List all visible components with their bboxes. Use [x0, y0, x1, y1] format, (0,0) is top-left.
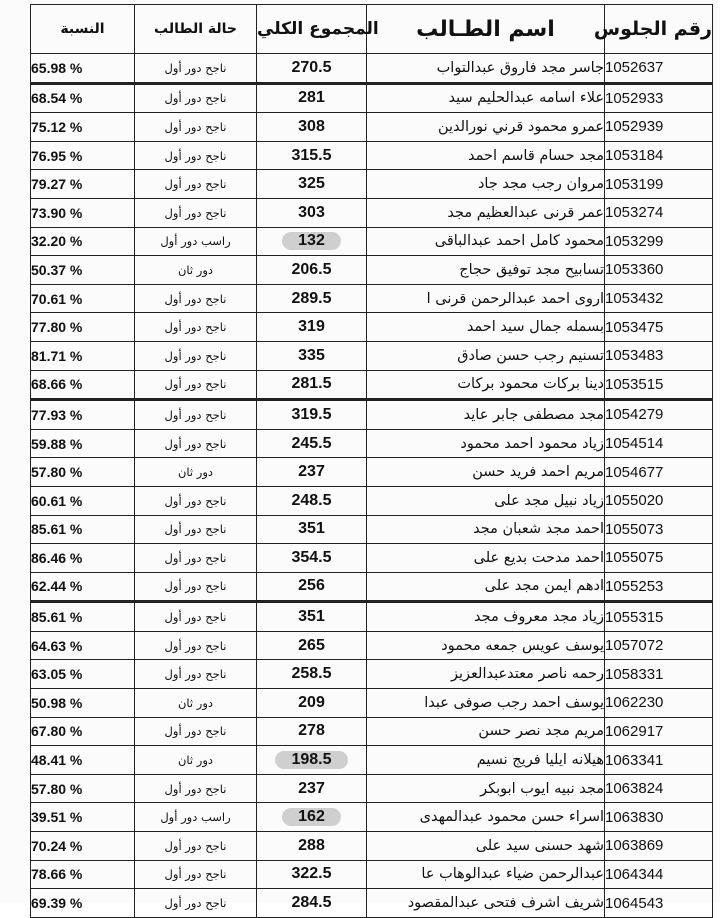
total-cell	[257, 313, 367, 342]
status-cell: ناجح دور أول	[135, 83, 257, 113]
percentage-cell: 70.61 %	[31, 284, 135, 313]
total-value: 351	[298, 520, 325, 538]
status-cell: ناجح دور أول	[135, 198, 257, 227]
total-cell	[257, 803, 367, 832]
total-value: 284.5	[291, 894, 332, 912]
status-cell: ناجح دور أول	[135, 486, 257, 515]
status-cell: ناجح دور أول	[135, 341, 257, 370]
total-cell	[257, 660, 367, 689]
table-row	[31, 429, 713, 458]
seat-number-cell: 1057072	[605, 631, 713, 660]
total-cell	[257, 572, 367, 602]
table-row	[31, 256, 713, 285]
status-cell: ناجح دور أول	[135, 774, 257, 803]
seat-number-cell: 1062917	[605, 717, 713, 746]
status-cell: ناجح دور أول	[135, 860, 257, 889]
seat-number-cell: 1052939	[605, 113, 713, 142]
total-value: 319	[298, 318, 325, 336]
status-cell: ناجح دور أول	[135, 429, 257, 458]
student-name-cell: تسنيم رجب حسن صادق	[367, 341, 605, 370]
table-row	[31, 170, 713, 199]
seat-number-cell: 1053274	[605, 198, 713, 227]
status-cell: ناجح دور أول	[135, 602, 257, 632]
header-row	[31, 5, 713, 54]
total-value: 248.5	[291, 491, 332, 509]
table-row	[31, 370, 713, 400]
status-cell: دور ثان	[135, 689, 257, 718]
total-value: 237	[298, 463, 325, 481]
student-name-cell: زياد محمود احمد محمود	[367, 429, 605, 458]
header-total: المجموع الكلي	[257, 5, 367, 54]
table-row	[31, 660, 713, 689]
total-cell	[257, 889, 367, 918]
percentage-cell: 64.63 %	[31, 631, 135, 660]
percentage-cell: 78.66 %	[31, 860, 135, 889]
total-cell	[257, 54, 367, 84]
header-seat-number: رقم الجلوس	[605, 5, 713, 54]
table-row	[31, 313, 713, 342]
table-row	[31, 113, 713, 142]
student-name-cell: مريم احمد فريد حسن	[367, 458, 605, 487]
status-cell: ناجح دور أول	[135, 889, 257, 918]
table-row	[31, 486, 713, 515]
status-cell: ناجح دور أول	[135, 313, 257, 342]
seat-number-cell: 1063830	[605, 803, 713, 832]
table-row	[31, 602, 713, 632]
status-cell: ناجح دور أول	[135, 544, 257, 573]
student-name-cell: شهد حسنى سيد على	[367, 832, 605, 861]
seat-number-cell: 1055315	[605, 602, 713, 632]
percentage-cell: 59.88 %	[31, 429, 135, 458]
total-value: 322.5	[291, 865, 332, 883]
total-cell	[257, 774, 367, 803]
total-cell	[257, 256, 367, 285]
percentage-cell: 67.80 %	[31, 717, 135, 746]
seat-number-cell: 1055073	[605, 515, 713, 544]
total-value: 351	[298, 608, 325, 626]
total-value: 209	[298, 693, 325, 711]
total-value: 308	[298, 117, 325, 135]
seat-number-cell: 1053515	[605, 370, 713, 400]
student-name-cell: تسابيح مجد توفيق حجاج	[367, 256, 605, 285]
table-row	[31, 515, 713, 544]
status-cell: دور ثان	[135, 256, 257, 285]
status-cell: ناجح دور أول	[135, 631, 257, 660]
seat-number-cell: 1062230	[605, 689, 713, 718]
table-row	[31, 889, 713, 918]
percentage-cell: 77.80 %	[31, 313, 135, 342]
table-row	[31, 83, 713, 113]
seat-number-cell: 1063824	[605, 774, 713, 803]
status-cell: ناجح دور أول	[135, 170, 257, 199]
seat-number-cell: 1058331	[605, 660, 713, 689]
student-name-cell: مروان رجب مجد جاد	[367, 170, 605, 199]
table-row	[31, 141, 713, 170]
student-name-cell: بسمله جمال سيد احمد	[367, 313, 605, 342]
table-row	[31, 689, 713, 718]
percentage-cell: 50.37 %	[31, 256, 135, 285]
total-value: 132	[282, 232, 341, 250]
table-row	[31, 54, 713, 84]
total-cell	[257, 602, 367, 632]
total-cell	[257, 83, 367, 113]
total-cell	[257, 458, 367, 487]
percentage-cell: 68.66 %	[31, 370, 135, 400]
header-name: اسم الطـالب	[367, 5, 605, 54]
total-cell	[257, 429, 367, 458]
table-row	[31, 717, 713, 746]
percentage-cell: 85.61 %	[31, 515, 135, 544]
percentage-cell: 69.39 %	[31, 889, 135, 918]
student-name-cell: دينا بركات محمود بركات	[367, 370, 605, 400]
percentage-cell: 76.95 %	[31, 141, 135, 170]
total-value: 237	[298, 779, 325, 797]
total-cell	[257, 284, 367, 313]
total-cell	[257, 227, 367, 256]
status-cell: راسب دور أول	[135, 227, 257, 256]
table-row	[31, 400, 713, 430]
seat-number-cell: 1053299	[605, 227, 713, 256]
total-cell	[257, 746, 367, 775]
student-name-cell: عبدالرحمن ضياء عبدالوهاب عا	[367, 860, 605, 889]
status-cell: ناجح دور أول	[135, 113, 257, 142]
student-name-cell: اسراء حسن محمود عبدالمهدى	[367, 803, 605, 832]
table-row	[31, 631, 713, 660]
seat-number-cell: 1055253	[605, 572, 713, 602]
status-cell: دور ثان	[135, 458, 257, 487]
status-cell: ناجح دور أول	[135, 832, 257, 861]
seat-number-cell: 1053432	[605, 284, 713, 313]
total-value: 281.5	[291, 375, 332, 393]
seat-number-cell: 1053184	[605, 141, 713, 170]
header-status: حالة الطالب	[135, 5, 257, 54]
status-cell: دور ثان	[135, 746, 257, 775]
seat-number-cell: 1063341	[605, 746, 713, 775]
status-cell: ناجح دور أول	[135, 572, 257, 602]
total-value: 245.5	[291, 434, 332, 452]
seat-number-cell: 1064543	[605, 889, 713, 918]
percentage-cell: 50.98 %	[31, 689, 135, 718]
total-cell	[257, 486, 367, 515]
percentage-cell: 48.41 %	[31, 746, 135, 775]
total-cell	[257, 341, 367, 370]
total-cell	[257, 860, 367, 889]
student-name-cell: رحمه ناصر معتدعبدالعزيز	[367, 660, 605, 689]
total-value: 335	[298, 346, 325, 364]
seat-number-cell: 1052933	[605, 83, 713, 113]
total-cell	[257, 631, 367, 660]
total-value: 162	[282, 808, 341, 826]
percentage-cell: 32.20 %	[31, 227, 135, 256]
seat-number-cell: 1064344	[605, 860, 713, 889]
table-row	[31, 832, 713, 861]
table-row	[31, 227, 713, 256]
percentage-cell: 77.93 %	[31, 400, 135, 430]
status-cell: ناجح دور أول	[135, 515, 257, 544]
percentage-cell: 79.27 %	[31, 170, 135, 199]
status-cell: ناجح دور أول	[135, 660, 257, 689]
student-name-cell: ادهم ايمن مجد على	[367, 572, 605, 602]
percentage-cell: 75.12 %	[31, 113, 135, 142]
total-value: 206.5	[291, 260, 332, 278]
total-cell	[257, 400, 367, 430]
seat-number-cell: 1063869	[605, 832, 713, 861]
table-row	[31, 284, 713, 313]
total-cell	[257, 370, 367, 400]
total-cell	[257, 689, 367, 718]
total-cell	[257, 141, 367, 170]
status-cell: ناجح دور أول	[135, 717, 257, 746]
student-name-cell: شريف اشرف فتحى عبدالمقصود	[367, 889, 605, 918]
student-name-cell: مجد حسام قاسم احمد	[367, 141, 605, 170]
seat-number-cell: 1054514	[605, 429, 713, 458]
total-value: 354.5	[291, 548, 332, 566]
table-row	[31, 860, 713, 889]
table-row	[31, 746, 713, 775]
total-value: 270.5	[291, 58, 332, 76]
total-cell	[257, 515, 367, 544]
student-name-cell: هيلانه ايليا فريج نسيم	[367, 746, 605, 775]
percentage-cell: 70.24 %	[31, 832, 135, 861]
student-name-cell: احمد مجد شعبان مجد	[367, 515, 605, 544]
total-cell	[257, 544, 367, 573]
seat-number-cell: 1054677	[605, 458, 713, 487]
header-percentage: النسبة	[31, 5, 135, 54]
total-cell	[257, 198, 367, 227]
seat-number-cell: 1052637	[605, 54, 713, 84]
seat-number-cell: 1055020	[605, 486, 713, 515]
total-cell	[257, 717, 367, 746]
percentage-cell: 39.51 %	[31, 803, 135, 832]
percentage-cell: 73.90 %	[31, 198, 135, 227]
total-value: 281	[298, 89, 325, 107]
student-name-cell: عمر قرنى عبدالعظيم مجد	[367, 198, 605, 227]
total-value: 289.5	[291, 289, 332, 307]
total-value: 278	[298, 722, 325, 740]
percentage-cell: 85.61 %	[31, 602, 135, 632]
student-name-cell: جاسر مجد فاروق عبدالتواب	[367, 54, 605, 84]
percentage-cell: 68.54 %	[31, 83, 135, 113]
student-name-cell: علاء اسامه عبدالحليم سيد	[367, 83, 605, 113]
seat-number-cell: 1053199	[605, 170, 713, 199]
seat-number-cell: 1053475	[605, 313, 713, 342]
student-name-cell: مجد نبيه ايوب ابوبكر	[367, 774, 605, 803]
percentage-cell: 60.61 %	[31, 486, 135, 515]
total-cell	[257, 832, 367, 861]
total-cell	[257, 170, 367, 199]
total-value: 265	[298, 636, 325, 654]
table-row	[31, 803, 713, 832]
total-value: 325	[298, 175, 325, 193]
table-row	[31, 774, 713, 803]
status-cell: راسب دور أول	[135, 803, 257, 832]
seat-number-cell: 1055075	[605, 544, 713, 573]
seat-number-cell: 1053483	[605, 341, 713, 370]
student-name-cell: مريم مجد نصر حسن	[367, 717, 605, 746]
seat-number-cell: 1054279	[605, 400, 713, 430]
total-value: 258.5	[291, 665, 332, 683]
table-row	[31, 544, 713, 573]
total-value: 319.5	[291, 405, 332, 423]
total-value: 198.5	[275, 751, 347, 769]
status-cell: ناجح دور أول	[135, 54, 257, 84]
table-body	[31, 54, 713, 918]
status-cell: ناجح دور أول	[135, 284, 257, 313]
percentage-cell: 57.80 %	[31, 774, 135, 803]
status-cell: ناجح دور أول	[135, 141, 257, 170]
percentage-cell: 63.05 %	[31, 660, 135, 689]
total-value: 256	[298, 577, 325, 595]
student-name-cell: عمرو محمود قرني نورالدين	[367, 113, 605, 142]
student-name-cell: مجد مصطفى جابر عايد	[367, 400, 605, 430]
total-value: 315.5	[291, 146, 332, 164]
total-value: 303	[298, 203, 325, 221]
table-row	[31, 572, 713, 602]
percentage-cell: 62.44 %	[31, 572, 135, 602]
status-cell: ناجح دور أول	[135, 400, 257, 430]
student-name-cell: احمد مدحت بديع على	[367, 544, 605, 573]
total-value: 288	[298, 836, 325, 854]
percentage-cell: 65.98 %	[31, 54, 135, 84]
status-cell: ناجح دور أول	[135, 370, 257, 400]
percentage-cell: 57.80 %	[31, 458, 135, 487]
seat-number-cell: 1053360	[605, 256, 713, 285]
table-row	[31, 341, 713, 370]
total-cell	[257, 113, 367, 142]
student-name-cell: اروى احمد عبدالرحمن قرنى ا	[367, 284, 605, 313]
table-row	[31, 458, 713, 487]
results-table	[30, 4, 713, 918]
table-row	[31, 198, 713, 227]
student-name-cell: يوسف عويس جمعه محمود	[367, 631, 605, 660]
student-name-cell: محمود كامل احمد عبدالباقى	[367, 227, 605, 256]
student-name-cell: زياد نبيل مجد على	[367, 486, 605, 515]
student-name-cell: يوسف احمد رجب صوفى عبدا	[367, 689, 605, 718]
student-name-cell: زياد مجد معروف مجد	[367, 602, 605, 632]
percentage-cell: 86.46 %	[31, 544, 135, 573]
percentage-cell: 81.71 %	[31, 341, 135, 370]
